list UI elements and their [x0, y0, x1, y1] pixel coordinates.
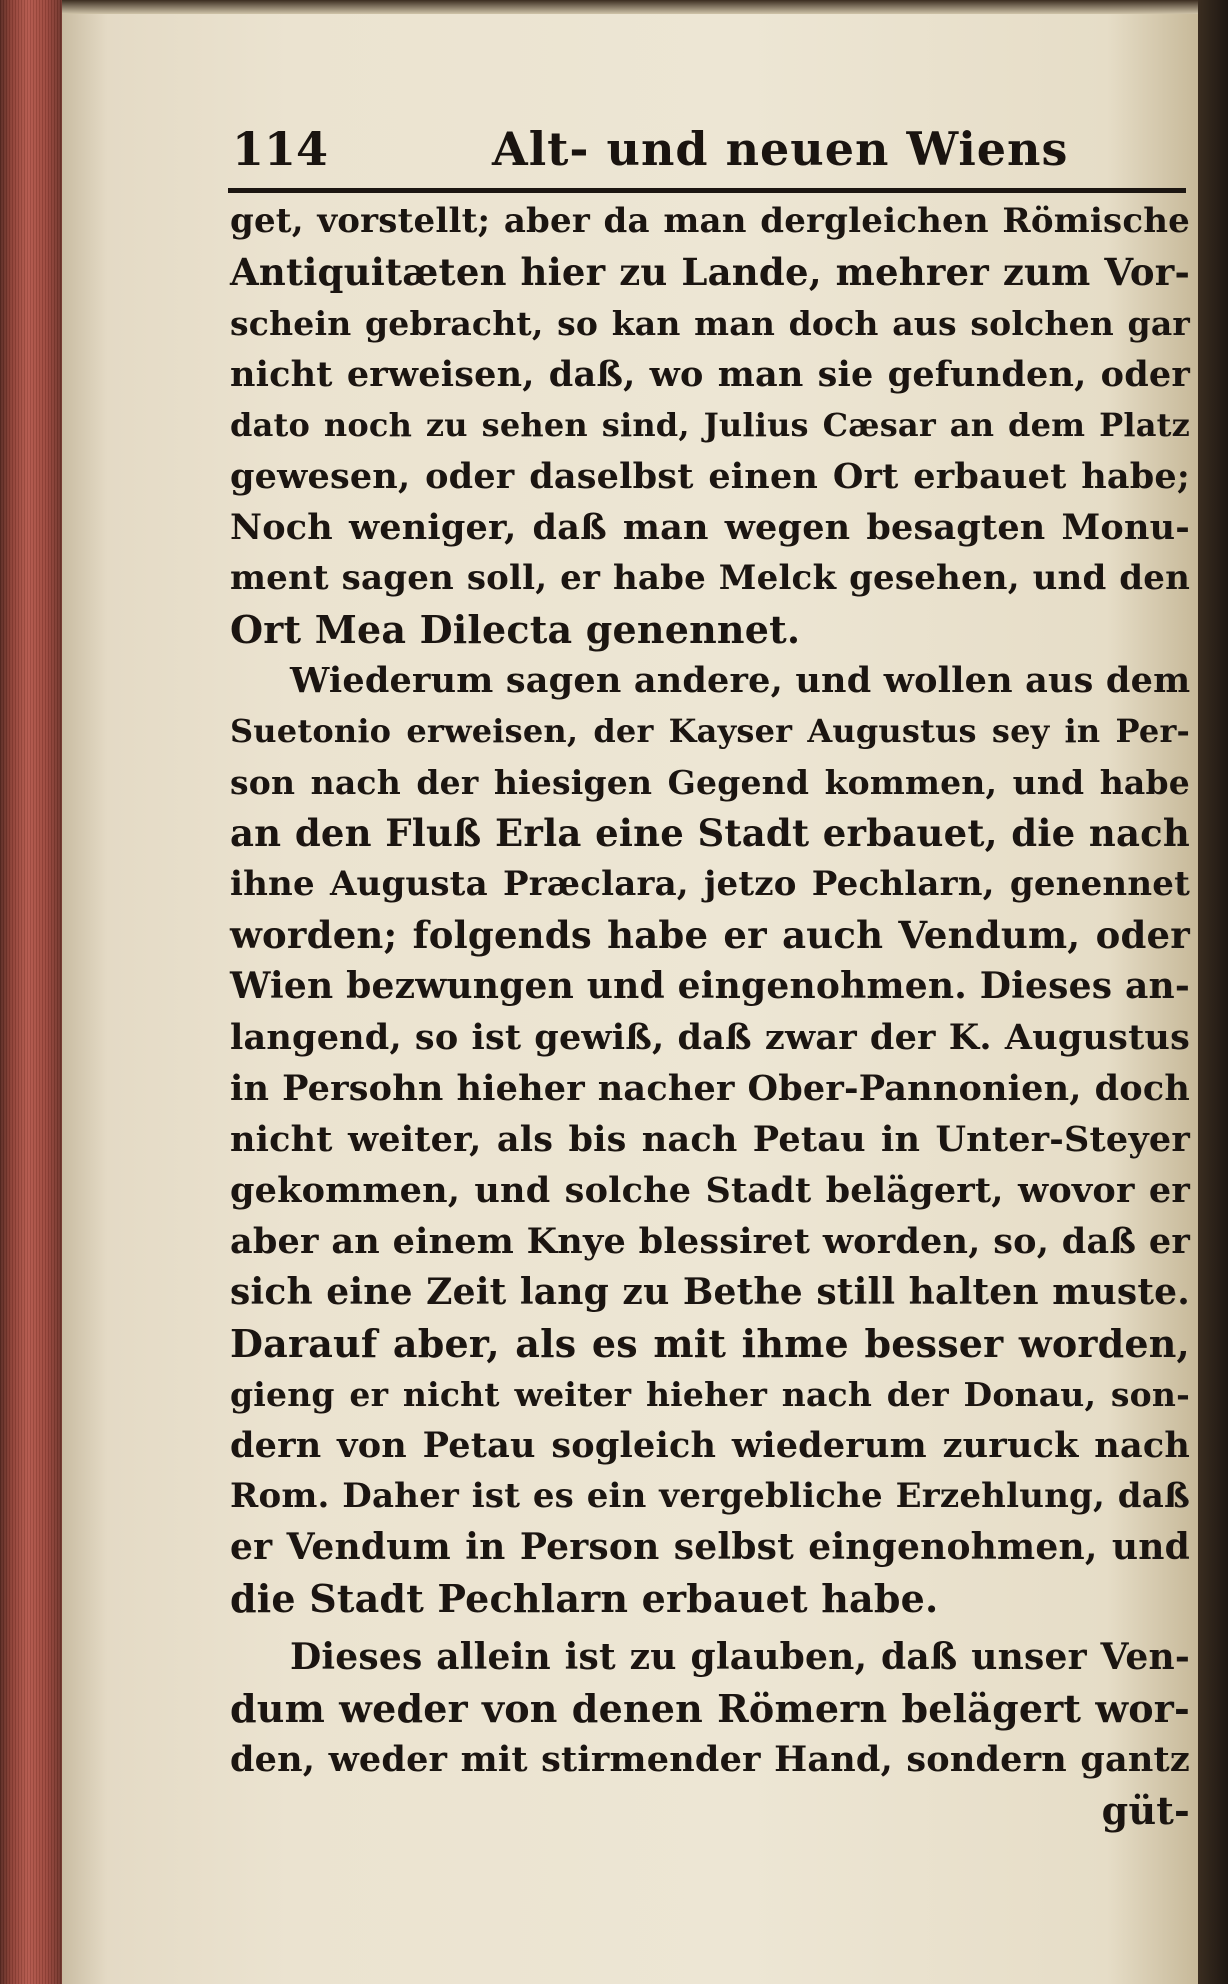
running-title: Alt- und neuen Wiens	[492, 122, 1069, 176]
page-number: 114	[232, 122, 329, 176]
text-line: in Persohn hieher nacher Ober-Pannonien, doch	[230, 1068, 1190, 1109]
text-line: Wien bezwungen und eingenohmen. Dieses an-	[230, 965, 1190, 1007]
text-line: dato noch zu sehen sind, Julius Cæsar an dem Platz	[230, 406, 1190, 444]
body-text	[230, 196, 1190, 1836]
paragraph-first-line: Wiederum sagen andere, und wollen aus dem	[290, 660, 1191, 701]
text-line: ment sagen soll, er habe Melck gesehen, und den	[230, 558, 1190, 598]
text-line: Antiquitæten hier zu Lande, mehrer zum Vor-	[230, 250, 1190, 294]
page-top-shadow	[62, 0, 1198, 14]
text-line: gewesen, oder daselbst einen Ort erbauet habe;	[230, 456, 1190, 497]
text-line: gekommen, und solche Stadt belägert, wovor er	[230, 1170, 1190, 1211]
text-line: Noch weniger, daß man wegen besagten Monu-	[230, 507, 1190, 548]
page-header	[232, 118, 1187, 188]
text-line: dern von Petau sogleich wiederum zuruck nach	[230, 1425, 1190, 1466]
text-line: dum weder von denen Römern belägert wor-	[230, 1686, 1190, 1731]
paragraph-last-line: Ort Mea Dilecta genennet.	[230, 607, 801, 652]
catchword: güt-	[1101, 1788, 1190, 1833]
text-line: Darauf aber, als es mit ihme besser worden,	[230, 1321, 1190, 1366]
paragraph-gap	[230, 1624, 1190, 1632]
text-line: sich eine Zeit lang zu Bethe still halten muste.	[230, 1271, 1190, 1313]
text-line: den, weder mit stirmender Hand, sondern gantz	[230, 1739, 1190, 1780]
page-edge-left	[0, 0, 62, 1984]
text-line: schein gebracht, so kan man doch aus solchen gar	[230, 304, 1190, 343]
text-line: son nach der hiesigen Gegend kommen, und habe	[230, 763, 1190, 802]
text-line: er Vendum in Person selbst eingenohmen, und	[230, 1526, 1190, 1568]
catchword-row	[230, 1785, 1190, 1836]
text-line: Suetonio erweisen, der Kayser Augustus sey in Per-	[230, 712, 1190, 750]
paragraph-first-line: Dieses allein ist zu glauben, daß unser Ven-	[290, 1636, 1190, 1678]
paragraph-last-line: die Stadt Pechlarn erbauet habe.	[230, 1576, 939, 1621]
text-line: nicht erweisen, daß, wo man sie gefunden, oder	[230, 354, 1190, 395]
text-line: an den Fluß Erla eine Stadt erbauet, die nach	[230, 811, 1190, 855]
page-edge-right	[1198, 0, 1228, 1984]
text-line: Rom. Daher ist es ein vergebliche Erzehlung, daß	[230, 1476, 1190, 1516]
text-line: worden; folgends habe er auch Vendum, oder	[230, 913, 1190, 957]
header-rule	[228, 188, 1186, 193]
text-line: get, vorstellt; aber da man dergleichen Römische	[230, 201, 1190, 241]
text-line: gieng er nicht weiter hieher nach der Donau, son-	[230, 1375, 1190, 1414]
text-line: langend, so ist gewiß, daß zwar der K. Augustus	[230, 1017, 1190, 1058]
text-line: ihne Augusta Præclara, jetzo Pechlarn, genennet	[230, 864, 1190, 904]
text-line: aber an einem Knye blessiret worden, so, daß er	[230, 1221, 1190, 1262]
text-line: nicht weiter, als bis nach Petau in Unter-Steyer	[230, 1119, 1190, 1160]
